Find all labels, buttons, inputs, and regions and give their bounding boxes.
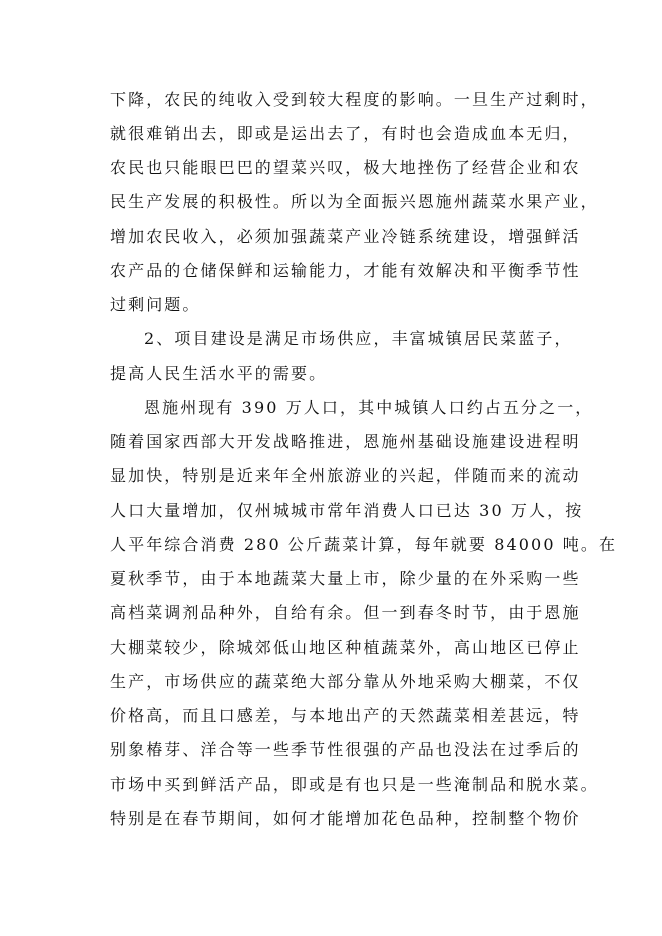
text-line: 高档菜调剂品种外，自给有余。但一到春冬时节，由于恩施 (110, 603, 581, 622)
text-line: 价格高，而且口感差，与本地出产的天然蔬菜相差甚远，特 (110, 706, 581, 725)
text-line: 显加快，特别是近来年全州旅游业的兴起，伴随而来的流动 (110, 466, 581, 485)
text-line: 农产品的仓储保鲜和运输能力，才能有效解决和平衡季节性 (110, 261, 581, 280)
text-line: 增加农民收入，必须加强蔬菜产业冷链系统建设，增强鲜活 (110, 227, 581, 246)
text-line: 就很难销出去，即或是运出去了，有时也会造成血本无归， (110, 124, 581, 143)
text-line: 随着国家西部大开发战略推进，恩施州基础设施建设进程明 (110, 432, 581, 451)
text-line: 夏秋季节，由于本地蔬菜大量上市，除少量的在外采购一些 (110, 569, 581, 588)
text-line: 过剩问题。 (110, 295, 201, 314)
text-line: 下降，农民的纯收入受到较大程度的影响。一旦生产过剩时， (110, 90, 599, 109)
text-line: 农民也只能眼巴巴的望菜兴叹，极大地挫伤了经营企业和农 (110, 158, 581, 177)
text-line: 大棚菜较少，除城郊低山地区种植蔬菜外，高山地区已停止 (110, 638, 581, 657)
text-line: 市场中买到鲜活产品，即或是有也只是一些淹制品和脱水菜。 (110, 775, 599, 794)
text-line: 人口大量增加，仅州城城市常年消费人口已达 30 万人，按 (110, 501, 584, 520)
text-line: 特别是在春节期间，如何才能增加花色品种，控制整个物价 (110, 809, 581, 828)
text-line: 人平年综合消费 280 公斤蔬菜计算，每年就要 84000 吨。在 (110, 535, 618, 554)
text-line: 生产，市场供应的蔬菜绝大部分靠从外地采购大棚菜，不仅 (110, 672, 581, 691)
section-heading-continued: 提高人民生活水平的需要。 (110, 364, 328, 383)
text-line: 别象椿芽、洋合等一些季节性很强的产品也没法在过季后的 (110, 740, 581, 759)
section-heading: 2、项目建设是满足市场供应，丰富城镇居民菜蓝子， (144, 329, 573, 348)
paragraph-start: 恩施州现有 390 万人口，其中城镇人口约占五分之一， (144, 398, 594, 417)
text-line: 民生产发展的积极性。所以为全面振兴恩施州蔬菜水果产业， (110, 192, 599, 211)
